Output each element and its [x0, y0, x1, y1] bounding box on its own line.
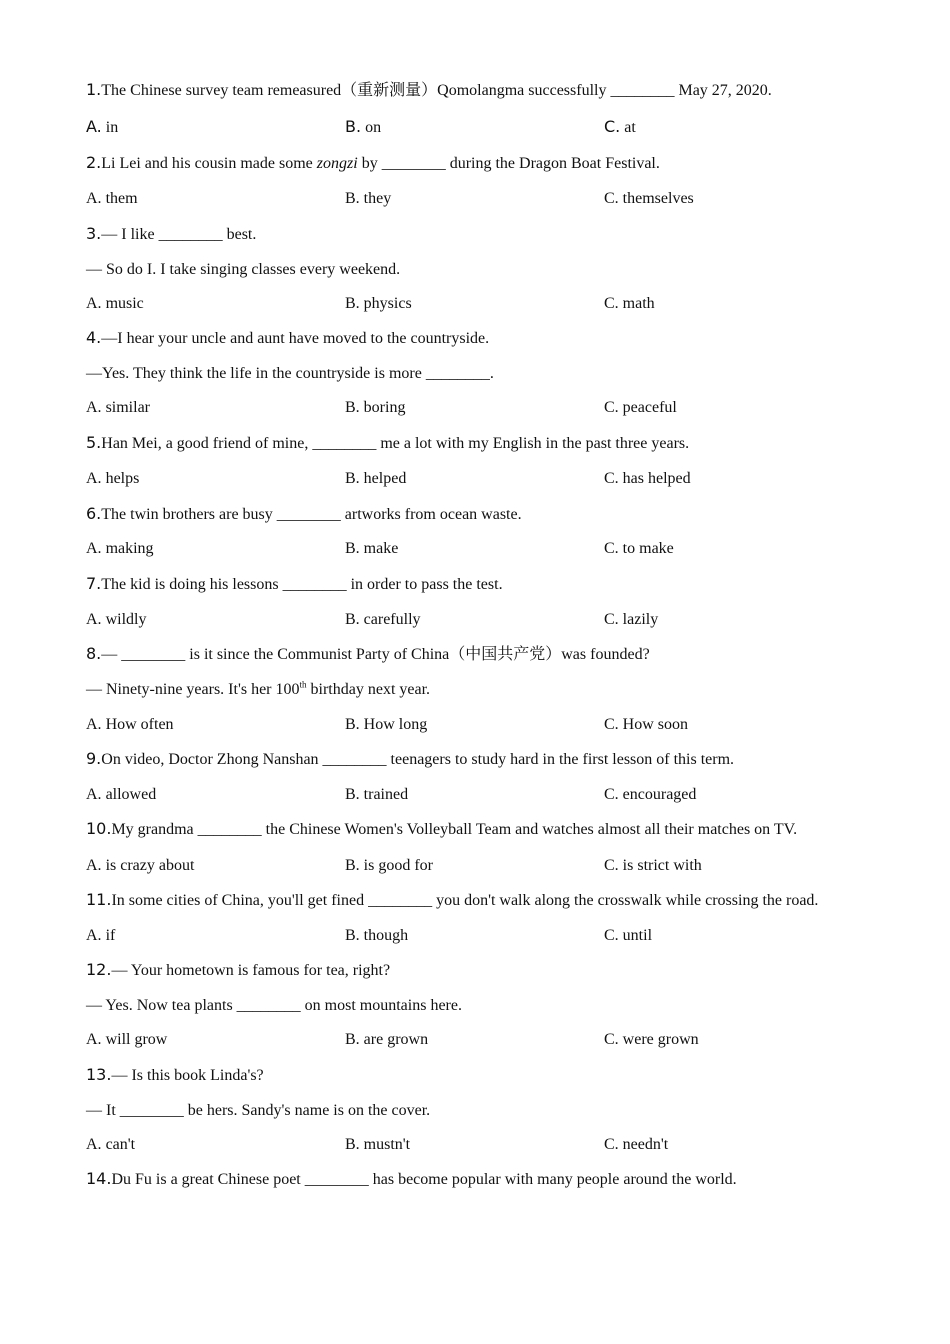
option-c[interactable]: C. themselves: [604, 190, 694, 207]
option-c[interactable]: C. math: [604, 295, 655, 312]
question-number: 2.: [86, 153, 102, 172]
question-9-options: [0, 785, 950, 805]
question-number: 5.: [86, 433, 102, 452]
option-a[interactable]: A. can't: [86, 1136, 136, 1153]
question-4-stem: 4.—I hear your uncle and aunt have moved to the countryside.: [86, 328, 490, 347]
question-1-stem: [86, 80, 772, 101]
option-a[interactable]: A. making: [86, 540, 154, 557]
option-c[interactable]: C. peaceful: [604, 399, 677, 416]
question-3-reply: — So do I. I take singing classes every weekend.: [86, 261, 401, 278]
question-13-reply: — It ________ be hers. Sandy's name is on the cover.: [86, 1102, 431, 1119]
option-b[interactable]: B. How long: [345, 716, 428, 733]
question-number: 4.: [86, 328, 102, 347]
question-number: 10.: [86, 819, 112, 838]
question-8-options: [0, 715, 950, 735]
option-b[interactable]: B. on: [345, 117, 382, 136]
question-7-stem: 7.The kid is doing his lessons ________ in order to pass the test.: [86, 574, 503, 593]
question-10-options: [0, 856, 950, 876]
question-6-options: [0, 539, 950, 559]
option-b[interactable]: B. helped: [345, 470, 407, 487]
option-c[interactable]: C. has helped: [604, 470, 691, 487]
option-a[interactable]: A. helps: [86, 470, 140, 487]
question-12-reply: — Yes. Now tea plants ________ on most mountains here.: [86, 997, 462, 1014]
option-b[interactable]: B. mustn't: [345, 1136, 411, 1153]
question-number: 1.: [86, 80, 102, 99]
question-number: 3.: [86, 224, 102, 243]
question-6-stem: 6.The twin brothers are busy ________ artworks from ocean waste.: [86, 504, 522, 523]
option-a[interactable]: A. if: [86, 927, 116, 944]
option-a[interactable]: A. wildly: [86, 611, 147, 628]
option-a[interactable]: A. them: [86, 190, 138, 207]
question-2-stem: 2.Li Lei and his cousin made some zongzi by ________ during the Dragon Boat Festival.: [86, 153, 660, 172]
option-c[interactable]: C. How soon: [604, 716, 689, 733]
question-number: 9.: [86, 749, 102, 768]
question-5-options: [0, 469, 950, 489]
question-7-options: [0, 610, 950, 630]
question-number: 11.: [86, 890, 112, 909]
option-b[interactable]: B. they: [345, 190, 392, 207]
option-b[interactable]: B. is good for: [345, 857, 433, 874]
question-5-stem: 5.Han Mei, a good friend of mine, ________ me a lot with my English in the past three years.: [86, 433, 690, 452]
question-number: 7.: [86, 574, 102, 593]
option-a[interactable]: A. music: [86, 295, 144, 312]
question-14-stem: 14.Du Fu is a great Chinese poet ________ has become popular with many people around the world.: [86, 1169, 737, 1188]
option-c[interactable]: C. is strict with: [604, 857, 702, 874]
option-b[interactable]: B. carefully: [345, 611, 421, 628]
question-number: 12.: [86, 960, 112, 979]
option-c[interactable]: C. were grown: [604, 1031, 699, 1048]
option-c[interactable]: C. to make: [604, 540, 674, 557]
question-1-options: [0, 117, 950, 137]
question-number: 6.: [86, 504, 102, 523]
option-c[interactable]: C. encouraged: [604, 786, 697, 803]
option-c[interactable]: C. needn't: [604, 1136, 669, 1153]
option-b[interactable]: B. boring: [345, 399, 406, 416]
question-9-stem: 9.On video, Doctor Zhong Nanshan ________ teenagers to study hard in the first lesson of this term.: [86, 749, 735, 768]
question-number: 8.: [86, 644, 102, 663]
option-a[interactable]: A. is crazy about: [86, 857, 195, 874]
option-c[interactable]: C. until: [604, 927, 653, 944]
question-11-stem: 11.In some cities of China, you'll get fined ________ you don't walk along the crosswalk while crossing the road.: [86, 890, 819, 909]
option-a[interactable]: A. How often: [86, 716, 174, 733]
option-a[interactable]: A. similar: [86, 399, 150, 416]
question-8-stem: 8.— ________ is it since the Communist Party of China（中国共产党）was founded?: [86, 644, 650, 663]
option-a[interactable]: A. will grow: [86, 1031, 168, 1048]
question-10-stem: 10.My grandma ________ the Chinese Women's Volleyball Team and watches almost all their matches on TV.: [86, 819, 798, 838]
option-a[interactable]: A. in: [86, 117, 119, 136]
option-b[interactable]: B. are grown: [345, 1031, 429, 1048]
question-13-stem: 13.— Is this book Linda's?: [86, 1065, 264, 1084]
question-text: The Chinese survey team remeasured（重新测量）Qomolangma successfully ________ May 27, 2020.: [101, 82, 772, 99]
question-11-options: [0, 926, 950, 946]
question-3-stem: 3.— I like ________ best.: [86, 224, 257, 243]
option-b[interactable]: B. make: [345, 540, 399, 557]
option-b[interactable]: B. trained: [345, 786, 409, 803]
question-4-reply: —Yes. They think the life in the countryside is more ________.: [86, 365, 494, 382]
question-number: 13.: [86, 1065, 112, 1084]
option-b[interactable]: B. physics: [345, 295, 412, 312]
option-c[interactable]: C. lazily: [604, 611, 659, 628]
question-12-options: [0, 1030, 950, 1050]
question-12-stem: 12.— Your hometown is famous for tea, right?: [86, 960, 391, 979]
question-2-options: [0, 189, 950, 209]
question-3-options: [0, 294, 950, 314]
question-8-reply: — Ninety-nine years. It's her 100th birthday next year.: [86, 679, 431, 698]
question-4-options: [0, 398, 950, 418]
question-number: 14.: [86, 1169, 112, 1188]
question-13-options: [0, 1135, 950, 1155]
option-a[interactable]: A. allowed: [86, 786, 157, 803]
option-b[interactable]: B. though: [345, 927, 409, 944]
option-c[interactable]: C. at: [604, 117, 636, 136]
